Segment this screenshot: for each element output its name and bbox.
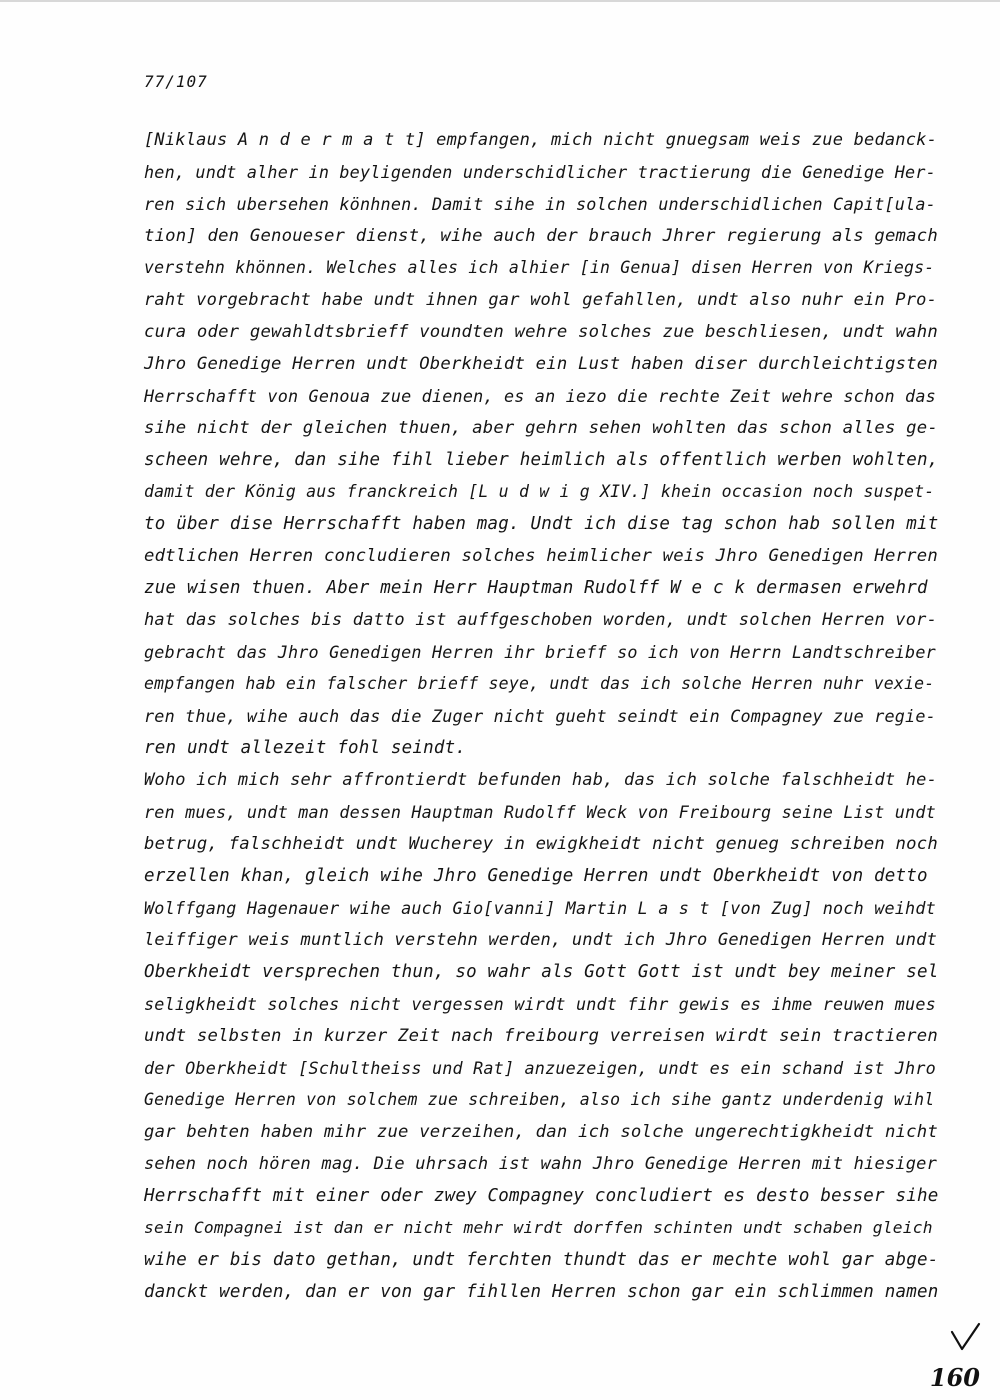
text-line: betrug, falschheidt undt Wucherey in ewigkheidt nicht genueg schreiben noch [144,834,938,854]
text-line: leiffiger weis muntlich verstehn werden, undt ich Jhro Genedigen Herren undt [144,930,938,950]
text-line: scheen wehre, dan sihe fihl lieber heimlich als offentlich werben wohlten, [144,450,939,470]
text-line: undt selbsten in kurzer Zeit nach freibourg verreisen wirdt sein tractieren [144,1026,938,1046]
text-line: Herrschafft mit einer oder zwey Compagney concludiert es desto besser sihe [144,1186,939,1206]
text-line: ren thue, wihe auch das die Zuger nicht gueht seindt ein Compagney zue regie- [144,706,936,726]
text-line: sein Compagnei ist dan er nicht mehr wirdt dorffen schinten undt schaben gleich [144,1218,933,1237]
text-line: ren sich ubersehen könhnen. Damit sihe in solchen underschidlichen Capit[ula- [144,194,936,214]
text-line: tion] den Genoueser dienst, wihe auch der brauch Jhrer regierung als gemach [144,226,938,246]
text-line: danckt werden, dan er von gar fihllen Herren schon gar ein schlimmen namen [144,1282,939,1302]
page-top-edge [0,0,1000,2]
text-line: edtlichen Herren concludieren solches heimlicher weis Jhro Genedigen Herren [144,546,938,566]
page-reference: 77/107 [144,72,208,91]
text-line: sihe nicht der gleichen thuen, aber gehrn sehen wohlten das schon alles ge- [144,418,938,438]
folio-number: 160 [929,1363,980,1392]
text-line: Wolffgang Hagenauer wihe auch Gio[vanni] Martin L a s t [von Zug] noch weihdt [144,898,936,918]
text-line: seligkheidt solches nicht vergessen wirdt undt fihr gewis es ihme reuwen mues [144,994,936,1014]
text-line: erzellen khan, gleich wihe Jhro Genedige Herren undt Oberkheidt von detto [144,866,928,886]
text-line: hen, undt alher in beyligenden underschidlicher tractierung die Genedige Her- [144,162,936,182]
text-line: verstehn khönnen. Welches alles ich alhier [in Genua] disen Herren von Kriegs- [144,258,935,277]
text-line: der Oberkheidt [Schultheiss und Rat] anzuezeigen, undt es ein schand ist Jhro [144,1058,936,1078]
text-line: ren undt allezeit fohl seindt. [144,738,467,758]
text-line: gebracht das Jhro Genedigen Herren ihr brieff so ich von Herrn Landtschreiber [144,642,936,662]
text-line: empfangen hab ein falscher brieff seye, undt das ich solche Herren nuhr vexie- [144,674,935,693]
text-line: cura oder gewahldtsbrieff voundten wehre solches zue beschliesen, undt wahn [144,322,938,342]
text-line: Jhro Genedige Herren undt Oberkheidt ein Lust haben diser durchleichtigsten [144,354,938,374]
text-line: Genedige Herren von solchem zue schreiben, also ich sihe gantz underdenig wihl [144,1090,935,1109]
text-line: [Niklaus A n d e r m a t t] empfangen, mich nicht gnuegsam weis zue bedanck- [144,130,938,150]
folio-mark [930,1322,982,1392]
text-line: Herrschafft von Genoua zue dienen, es an iezo die rechte Zeit wehre schon das [144,386,936,406]
check-mark-icon [948,1322,982,1352]
text-line: Woho ich mich sehr affrontierdt befunden hab, das ich solche falschheidt he- [144,770,938,790]
text-line: wihe er bis dato gethan, undt ferchten thundt das er mechte wohl gar abge- [144,1250,939,1270]
body-text [144,124,944,1308]
text-line: sehen noch hören mag. Die uhrsach ist wahn Jhro Genedige Herren mit hiesiger [144,1154,938,1174]
text-line: to über dise Herrschafft haben mag. Undt ich dise tag schon hab sollen mit [144,514,939,534]
text-line: gar behten haben mihr zue verzeihen, dan ich solche ungerechtigkheidt nicht [144,1122,938,1142]
text-line: raht vorgebracht habe undt ihnen gar wohl gefahllen, undt also nuhr ein Pro- [144,290,938,310]
text-line: zue wisen thuen. Aber mein Herr Hauptman Rudolff W e c k dermasen erwehrd [144,578,928,598]
text-line: Oberkheidt versprechen thun, so wahr als Gott Gott ist undt bey meiner sel [144,962,939,982]
text-line: ren mues, undt man dessen Hauptman Rudolff Weck von Freibourg seine List undt [144,802,936,822]
text-line: damit der König aus franckreich [L u d w i g XIV.] khein occasion noch suspet- [144,482,935,501]
text-line: hat das solches bis datto ist auffgeschoben worden, undt solchen Herren vor- [144,610,938,630]
